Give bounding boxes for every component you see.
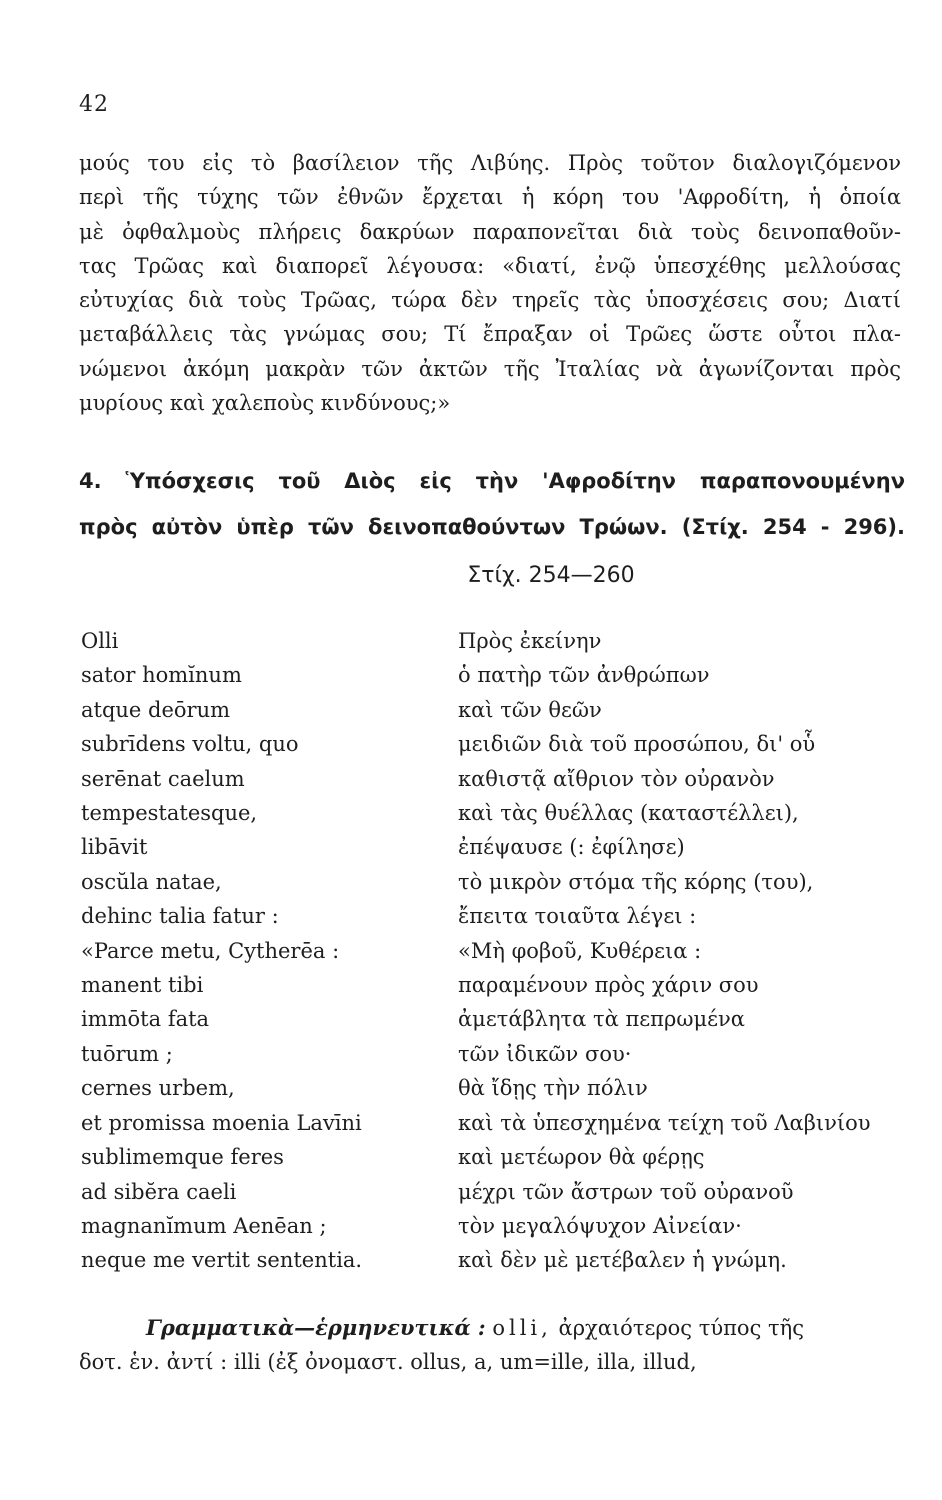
greek-line: τὸ μικρὸν στόμα τῆς κόρης (του),: [458, 869, 814, 894]
greek-line: καὶ τῶν θεῶν: [458, 697, 602, 722]
intro-line: νώμενοι ἀκόμη μακρὰν τῶν ἀκτῶν τῆς Ἰταλίας νὰ ἀγωνίζονται πρὸς: [79, 356, 901, 381]
latin-line: manent tibi: [81, 973, 204, 998]
latin-line: tuōrum ;: [81, 1041, 173, 1066]
greek-line: καὶ δὲν μὲ μετέβαλεν ἡ γνώμη.: [458, 1248, 787, 1273]
greek-line: Πρὸς ἐκείνην: [458, 629, 602, 653]
greek-translation-column: [458, 624, 870, 1278]
intro-line: μυρίους καὶ χαλεποὺς κινδύνους;»: [79, 391, 451, 416]
greek-line: τὸν μεγαλόψυχον Αἰνείαν·: [458, 1213, 742, 1238]
greek-line: παραμένουν πρὸς χάριν σου: [458, 973, 759, 998]
latin-line: oscŭla natae,: [81, 869, 222, 894]
latin-line: sator homĭnum: [81, 663, 242, 688]
section-heading-line-2: πρὸς αὐτὸν ὑπὲρ τῶν δεινοπαθούντων Τρώων. (Στίχ. 254 - 296).: [79, 515, 905, 539]
greek-line: καθιστᾷ αἴθριον τὸν οὐρανὸν: [458, 766, 775, 791]
latin-line: Olli: [81, 629, 119, 653]
greek-line: μέχρι τῶν ἄστρων τοῦ οὐρανοῦ: [458, 1179, 794, 1204]
latin-line: «Parce metu, Cytherēa :: [81, 938, 340, 963]
intro-line: μὲ ὀφθαλμοὺς πλήρεις δακρύων παραπονεῖται διὰ τοὺς δεινοπαθοῦν-: [79, 219, 901, 244]
section-heading: [79, 458, 905, 550]
greek-line: ἐπέψαυσε (: ἐφίλησε): [458, 835, 685, 860]
section-heading-line-1: 4. Ὑπόσχεσις τοῦ Διὸς εἰς τὴν 'Αφροδίτην παραπονουμένην: [79, 469, 905, 493]
grammar-notes-line-1: [146, 1311, 906, 1345]
grammar-label: Γραμματικὰ—ἑρμηνευτικά :: [146, 1315, 486, 1340]
page-number: 42: [79, 92, 109, 117]
grammar-notes-line-2: δοτ. ἑν. ἀντί : illi (ἐξ ὀνομαστ. ollus, a, um=ille, illa, illud,: [79, 1350, 697, 1374]
intro-line: εὐτυχίας διὰ τοὺς Τρῶας, τώρα δὲν τηρεῖς τὰς ὑποσχέσεις σου; Διατί: [79, 288, 901, 313]
greek-line: καὶ τὰ ὑπεσχημένα τείχη τοῦ Λαβινίου: [458, 1110, 871, 1135]
verse-reference: [0, 563, 942, 588]
latin-line: ad sibĕra caeli: [81, 1179, 237, 1204]
intro-paragraph: [79, 146, 901, 420]
latin-line: subrīdens voltu, quo: [81, 732, 299, 757]
latin-line: sublimemque feres: [81, 1145, 284, 1170]
grammar-line-1-rest: ἀρχαιότερος τύπος τῆς: [558, 1316, 804, 1340]
greek-line: ἔπειτα τοιαῦτα λέγει :: [458, 904, 697, 929]
latin-line: atque deōrum: [81, 697, 231, 722]
greek-line: μειδιῶν διὰ τοῦ προσώπου, δι' οὗ: [458, 732, 816, 757]
greek-line: τῶν ἰδικῶν σου·: [458, 1041, 632, 1066]
greek-line: θὰ ἴδῃς τὴν πόλιν: [458, 1076, 648, 1101]
greek-line: καὶ μετέωρον θὰ φέρῃς: [458, 1145, 705, 1170]
latin-line: serēnat caelum: [81, 766, 245, 791]
latin-line: libāvit: [81, 835, 148, 860]
grammar-term: olli,: [492, 1316, 552, 1340]
intro-line: περὶ τῆς τύχης τῶν ἐθνῶν ἔρχεται ἡ κόρη του 'Αφροδίτη, ἡ ὁποία: [79, 185, 901, 210]
intro-line: μεταβάλλεις τὰς γνώμας σου; Τί ἔπραξαν οἱ Τρῶες ὥστε οὗτοι πλα-: [79, 322, 901, 347]
intro-line: τας Τρῶας καὶ διαπορεῖ λέγουσα: «διατί, ἐνῷ ὑπεσχέθης μελλούσας: [79, 253, 901, 278]
latin-line: dehinc talia fatur :: [81, 904, 279, 929]
latin-line: immōta fata: [81, 1007, 210, 1032]
intro-line: μούς του εἰς τὸ βασίλειον τῆς Λιβύης. Πρὸς τοῦτον διαλογιζόμενον: [79, 151, 901, 175]
latin-line: neque me vertit sententia.: [81, 1248, 363, 1273]
grammar-notes: [79, 1311, 906, 1379]
latin-line: tempestatesque,: [81, 801, 258, 826]
greek-line: καὶ τὰς θυέλλας (καταστέλλει),: [458, 801, 799, 826]
verse-reference-text: Στίχ. 254—260: [467, 563, 635, 588]
greek-line: «Μὴ φοβοῦ, Κυθέρεια :: [458, 938, 702, 963]
latin-line: et promissa moenia Lavīni: [81, 1110, 362, 1135]
greek-line: ὁ πατὴρ τῶν ἀνθρώπων: [458, 663, 710, 688]
greek-line: ἀμετάβλητα τὰ πεπρωμένα: [458, 1007, 745, 1032]
latin-line: cernes urbem,: [81, 1076, 235, 1101]
latin-line: magnanĭmum Aenēan ;: [81, 1213, 327, 1238]
latin-text-column: [81, 624, 362, 1278]
